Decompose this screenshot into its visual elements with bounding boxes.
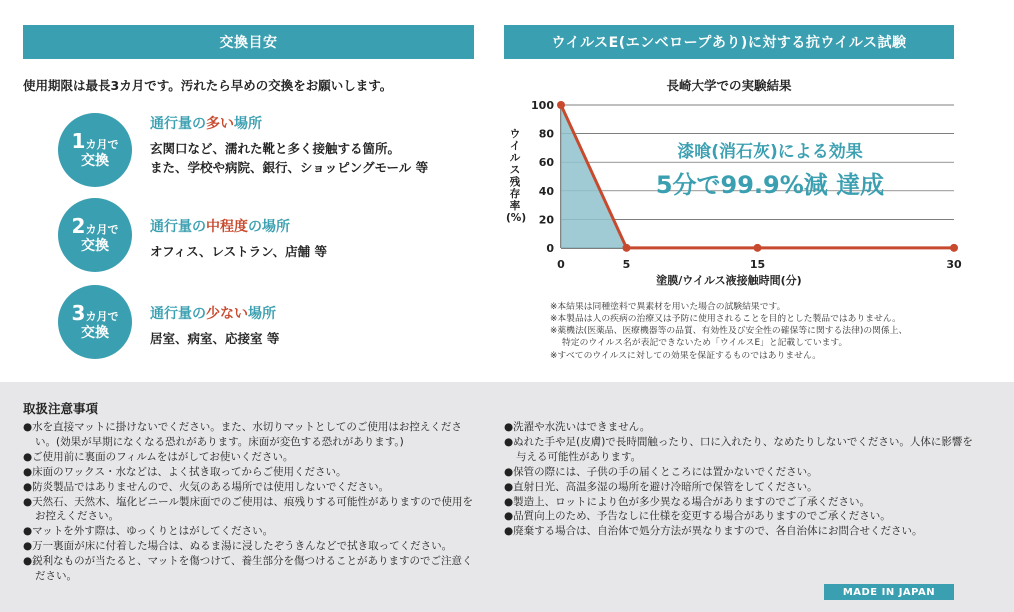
period-circle bbox=[58, 198, 132, 272]
x-tick-label: 30 bbox=[946, 258, 962, 271]
y-tick-label: 80 bbox=[538, 127, 554, 141]
caution-item: ● 品質向上のため、予告なしに仕様を変更する場合がありますのでご承ください。 bbox=[504, 509, 974, 524]
data-point bbox=[557, 101, 565, 109]
caution-item: ● 鋭利なものが当たると、マットを傷つけて、養生部分を傷つけることがありますのでご注意ください。 bbox=[23, 554, 478, 584]
exchange-intro: 使用期限は最長3カ月です。汚れたら早めの交換をお願いします。 bbox=[23, 78, 393, 93]
caution-item: ● 防炎製品ではありませんので、火気のある場所では使用しないでください。 bbox=[23, 480, 478, 495]
caution-title: 取扱注意事項 bbox=[23, 401, 99, 416]
period-highlight: 多い bbox=[206, 116, 234, 132]
effect-line-1: 漆喰(消石灰)による効果 bbox=[677, 142, 863, 162]
caution-item: ● マットを外す際は、ゆっくりとはがしてください。 bbox=[23, 524, 478, 539]
period-3-month bbox=[58, 285, 478, 359]
period-description: 居室、病室、応接室 等 bbox=[150, 331, 280, 346]
chart-ylabel-unit: (%) bbox=[506, 212, 527, 224]
x-tick-label: 0 bbox=[557, 258, 565, 271]
period-action: 交換 bbox=[81, 153, 109, 170]
caution-item: ● 天然石、天然木、塩化ビニール製床面でのご使用は、痕残りする可能性がありますので使用をお控えください。 bbox=[23, 495, 478, 525]
y-tick-label: 20 bbox=[538, 213, 554, 227]
caution-item: ● 万一裏面が床に付着した場合は、ぬるま湯に浸したぞうきんなどで拭き取ってください。 bbox=[23, 539, 478, 554]
caution-item: ● ご使用前に裏面のフィルムをはがしてお使いください。 bbox=[23, 450, 478, 465]
period-text bbox=[150, 113, 490, 178]
period-title: 通行量の多い場所 bbox=[150, 116, 262, 132]
data-point bbox=[623, 244, 631, 252]
period-description: オフィス、レストラン、店舗 等 bbox=[150, 244, 327, 259]
y-tick-label: 60 bbox=[538, 156, 554, 170]
note: ※薬機法(医薬品、医療機器等の品質、有効性及び安全性の確保等に関する法律)の関係上、 bbox=[550, 326, 908, 337]
period-number: 2 bbox=[71, 214, 86, 239]
effect-callout bbox=[640, 137, 900, 200]
x-tick-label: 5 bbox=[622, 258, 631, 271]
caution-item: ● ぬれた手や足(皮膚)で長時間触ったり、口に入れたり、なめたりしないでください。人体に影響を与える可能性があります。 bbox=[504, 435, 974, 465]
chart-notes bbox=[550, 301, 990, 362]
caution-item: ● 床面のワックス・水などは、よく拭き取ってからご使用ください。 bbox=[23, 465, 478, 480]
caution-list-right bbox=[504, 420, 974, 539]
period-action: 交換 bbox=[81, 238, 109, 255]
period-description: 玄関口など、濡れた靴と多く接触する箇所。 bbox=[150, 141, 401, 156]
period-unit: カ月で bbox=[85, 138, 119, 152]
period-text bbox=[150, 216, 490, 261]
caution-item: ● 直射日光、高温多湿の場所を避け冷暗所で保管をしてください。 bbox=[504, 480, 974, 495]
chart-xlabel: 塗膜/ウイルス液接触時間(分) bbox=[656, 274, 802, 287]
x-tick-label: 15 bbox=[749, 258, 766, 271]
exchange-guide-banner: 交換目安 bbox=[23, 25, 474, 59]
caution-item: ● 廃棄する場合は、自治体で処分方法が異なりますので、各自治体にお問合せください。 bbox=[504, 524, 974, 539]
y-tick-label: 0 bbox=[546, 242, 554, 255]
period-2-month bbox=[58, 198, 478, 272]
period-action: 交換 bbox=[81, 325, 109, 342]
period-highlight: 中程度 bbox=[206, 219, 248, 235]
y-tick-label: 100 bbox=[531, 99, 554, 112]
made-in-japan-badge: MADE IN JAPAN bbox=[824, 584, 954, 600]
period-text bbox=[150, 303, 490, 348]
effect-line-2: 5分で99.9%減 達成 bbox=[655, 171, 885, 199]
caution-item: ● 水を直接マットに掛けないでください。また、水切りマットとしてのご使用はお控えください。(効果が早期になくなる恐れがあります。床面が変色する恐れがあります。) bbox=[23, 420, 478, 450]
note: ※本結果は同種塗料で異素材を用いた場合の試験結果です。 bbox=[550, 302, 786, 312]
data-point bbox=[950, 244, 958, 252]
period-number: 1 bbox=[71, 129, 86, 154]
note: ※本製品は人の疾病の治療又は予防に使用されることを目的とした製品ではありません。 bbox=[550, 314, 901, 325]
y-tick-label: 40 bbox=[538, 184, 554, 198]
period-highlight: 少ない bbox=[206, 306, 248, 322]
period-1-month bbox=[58, 113, 478, 187]
period-unit: カ月で bbox=[85, 223, 119, 237]
antivirus-test-banner: ウイルスE(エンベロープあり)に対する抗ウイルス試験 bbox=[504, 25, 954, 59]
data-point bbox=[754, 244, 762, 252]
period-title: 通行量の少ない場所 bbox=[150, 306, 276, 322]
period-circle bbox=[58, 113, 132, 187]
note: ※すべてのウイルスに対しての効果を保証するものではありません。 bbox=[550, 350, 822, 361]
period-description-2: また、学校や病院、銀行、ショッピングモール 等 bbox=[150, 160, 429, 176]
note: 特定のウイルス名が表記できないため「ウイルスE」と記載しています。 bbox=[562, 338, 848, 349]
caution-item: ● 製造上、ロットにより色が多少異なる場合がありますのでご了承ください。 bbox=[504, 495, 974, 510]
period-number: 3 bbox=[71, 301, 86, 326]
caution-item: ● 保管の際には、子供の手の届くところには置かないでください。 bbox=[504, 465, 974, 480]
caution-item: ● 洗濯や水洗いはできません。 bbox=[504, 420, 974, 435]
caution-list-left bbox=[23, 420, 478, 584]
period-title: 通行量の中程度の場所 bbox=[150, 219, 290, 235]
chart-ylabel: ウイルス残存率 bbox=[509, 128, 521, 213]
chart-title: 長崎大学での実験結果 bbox=[666, 78, 792, 93]
period-unit: カ月で bbox=[85, 310, 119, 324]
period-circle bbox=[58, 285, 132, 359]
